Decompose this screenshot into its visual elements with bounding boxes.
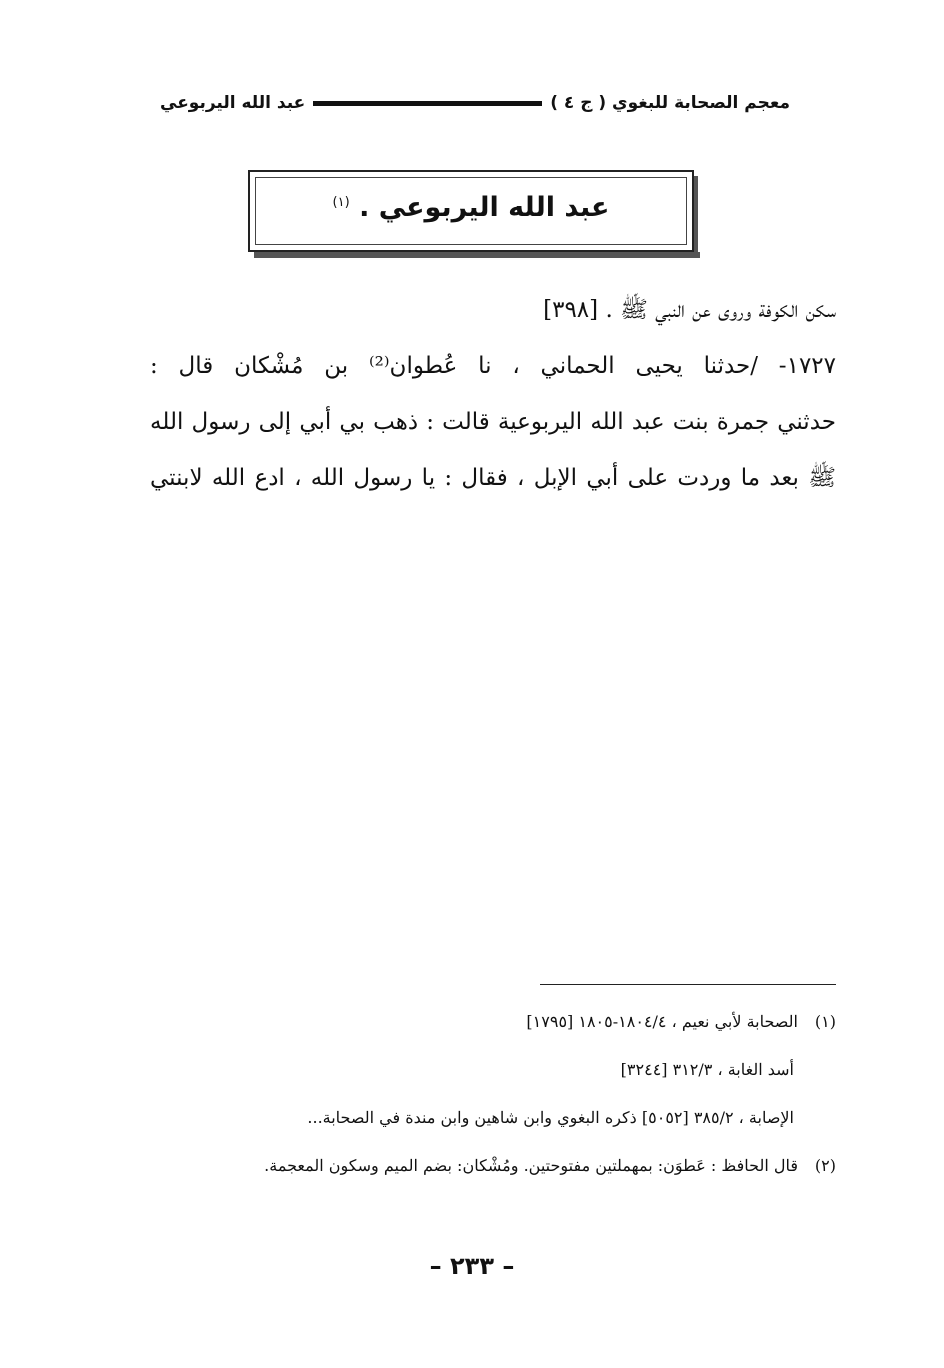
body-line-2: ١٧٢٧- /حدثنا يحيى الحماني ، نا عُطوان⁽²⁾ بن مُشْكان قال : [150,353,837,379]
entry-body [150,282,836,506]
header-book-title: معجم الصحابة للبغوي ( ج ٤ ) [550,93,790,113]
footnote-1-number: (١) [814,1012,836,1031]
header-rule [313,101,542,106]
footnote-2-number: (٢) [814,1156,836,1175]
header-section-title: عبد الله اليربوعي [160,93,306,113]
body-line-3: حدثني جمرة بنت عبد الله اليربوعية قالت : ذهب بي أبي إلى رسول الله [150,409,836,435]
entry-title-text: عبد الله اليربوعي . [359,192,610,223]
page-number: – ٢٣٣ – [429,1252,515,1280]
footnote-2-line-1 [150,1142,836,1190]
footnote-1-line-3: الإصابة ، ٣٨٥/٢ [٥٠٥٢] ذكره البغوي وابن شاهين وابن مندة في الصحابة... [307,1108,794,1127]
entry-title [250,192,692,223]
footnote-1-text-1: الصحابة لأبي نعيم ، ١٨٠٤/٤-١٨٠٥ [١٧٩٥] [526,1012,798,1031]
footnote-2-text-1: قال الحافظ : عَطوَن: بمهملتين مفتوحتين. ومُشْكان: بضم الميم وسكون المعجمة. [264,1156,798,1175]
footnote-separator [540,984,836,985]
body-line-4: ﷺ بعد ما وردت على أبي الإبل ، فقال : يا رسول الله ، ادع الله لابنتي [150,465,836,491]
footnote-1-line-2: أسد الغابة ، ٣١٢/٣ [٣٢٤٤] [620,1060,794,1079]
entry-title-footnote-ref: (١) [332,195,350,210]
footnotes [150,998,836,1190]
body-line-1: سكن الكوفة وروى عن النبي ﷺ . [٣٩٨] [543,297,836,323]
footnote-1-line-1 [150,998,836,1046]
running-header [160,88,790,118]
entry-title-frame [248,170,694,252]
